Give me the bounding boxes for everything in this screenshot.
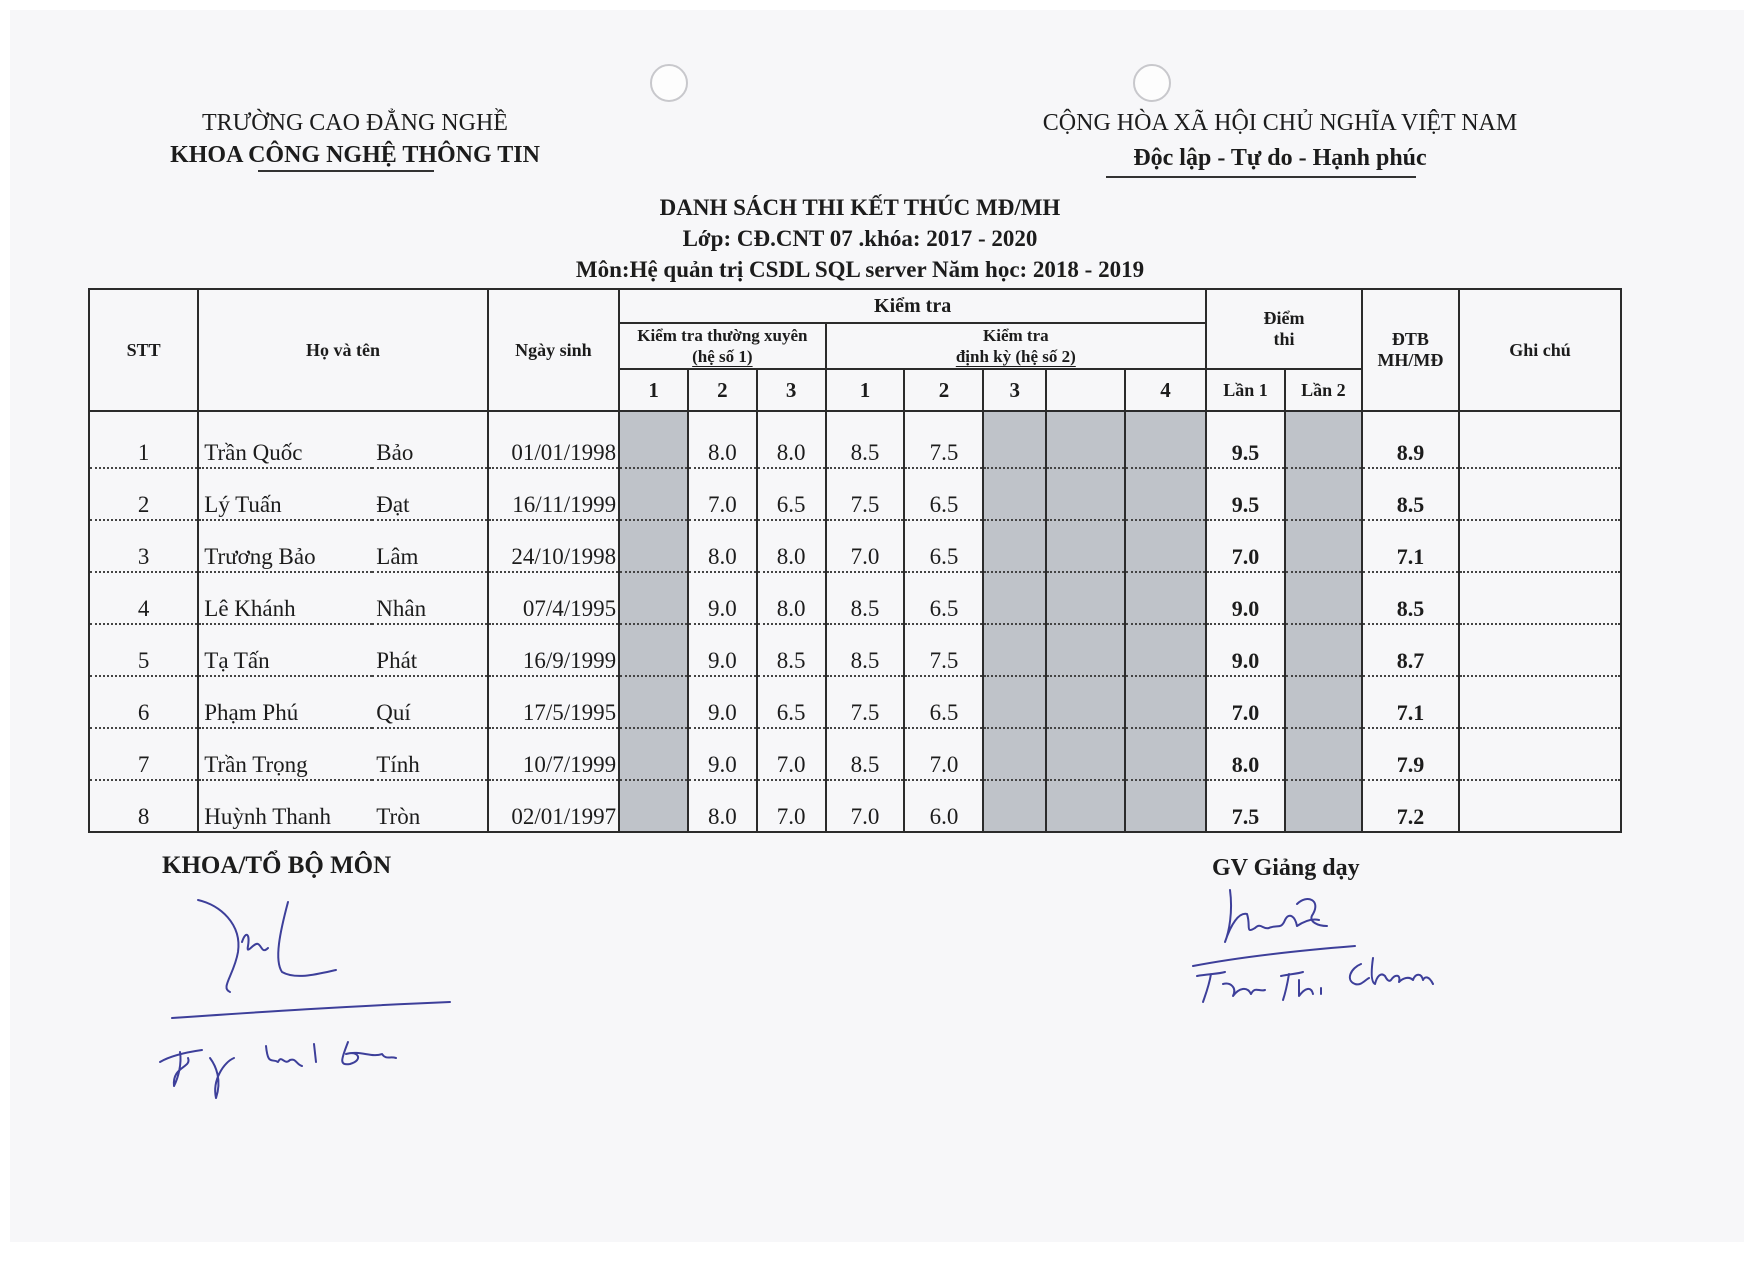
cell-dk4-empty [1125, 728, 1206, 780]
cell-dob: 24/10/1998 [488, 520, 620, 572]
cell-lan2-empty [1285, 676, 1362, 728]
cell-tx3: 6.5 [757, 676, 826, 728]
cell-dtb: 7.1 [1362, 520, 1459, 572]
cell-ghi-chu [1459, 728, 1621, 780]
cell-lan1: 9.5 [1206, 468, 1285, 520]
cell-stt: 3 [89, 520, 198, 572]
footer-right-title: GV Giảng dạy [1212, 855, 1360, 881]
cell-dk-blank-empty [1046, 676, 1125, 728]
cell-tx1-empty [619, 468, 688, 520]
header-ktxx-col-1: 1 [619, 369, 688, 411]
cell-dk4-empty [1125, 676, 1206, 728]
cell-dtb: 7.9 [1362, 728, 1459, 780]
header-ktdk-col-blank [1046, 369, 1125, 411]
header-ktdk-col-2: 2 [904, 369, 983, 411]
cell-dk2: 7.5 [904, 624, 983, 676]
cell-dk1: 8.5 [826, 411, 905, 468]
header-kiem-tra: Kiểm tra [619, 289, 1206, 323]
cell-stt: 5 [89, 624, 198, 676]
cell-last-name: Phạm Phú [198, 676, 372, 728]
cell-dk-blank-empty [1046, 572, 1125, 624]
punch-hole-right [1133, 64, 1171, 102]
cell-dk2: 6.0 [904, 780, 983, 832]
faculty-underline [258, 170, 434, 172]
right-signature [1185, 880, 1455, 1010]
cell-tx3: 8.0 [757, 520, 826, 572]
cell-lan2-empty [1285, 520, 1362, 572]
document-title: DANH SÁCH THI KẾT THÚC MĐ/MH [659, 195, 1061, 220]
cell-dk-blank-empty [1046, 780, 1125, 832]
cell-lan1: 8.0 [1206, 728, 1285, 780]
cell-lan2-empty [1285, 728, 1362, 780]
cell-lan1: 9.5 [1206, 411, 1285, 468]
cell-tx1-empty [619, 780, 688, 832]
cell-lan2-empty [1285, 411, 1362, 468]
cell-tx2: 9.0 [688, 728, 757, 780]
cell-tx2: 8.0 [688, 780, 757, 832]
cell-tx2: 8.0 [688, 520, 757, 572]
cell-dk1: 7.0 [826, 520, 905, 572]
cell-lan2-empty [1285, 572, 1362, 624]
header-dtb: ĐTB MH/MĐ [1362, 289, 1459, 411]
cell-dk-blank-empty [1046, 520, 1125, 572]
cell-dk4-empty [1125, 520, 1206, 572]
cell-tx1-empty [619, 520, 688, 572]
table-row [89, 411, 1621, 468]
cell-dk4-empty [1125, 468, 1206, 520]
table-row [89, 780, 1621, 832]
cell-dk3-empty [983, 728, 1046, 780]
cell-tx1-empty [619, 411, 688, 468]
cell-tx3: 8.0 [757, 572, 826, 624]
cell-first-name: Quí [372, 676, 487, 728]
cell-lan1: 9.0 [1206, 572, 1285, 624]
cell-tx1-empty [619, 624, 688, 676]
cell-dob: 07/4/1995 [488, 572, 620, 624]
header-ktxx: Kiểm tra thường xuyên (hệ số 1) [619, 323, 825, 369]
motto: Độc lập - Tự do - Hạnh phúc [1133, 145, 1427, 171]
subject-info: Môn:Hệ quản trị CSDL SQL server Năm học: 2018 - 2019 [575, 257, 1145, 282]
cell-dk3-empty [983, 468, 1046, 520]
cell-dob: 10/7/1999 [488, 728, 620, 780]
cell-dk2: 6.5 [904, 468, 983, 520]
cell-ghi-chu [1459, 520, 1621, 572]
cell-lan1: 7.5 [1206, 780, 1285, 832]
cell-last-name: Lê Khánh [198, 572, 372, 624]
table-row [89, 624, 1621, 676]
cell-ghi-chu [1459, 572, 1621, 624]
cell-tx1-empty [619, 572, 688, 624]
cell-dtb: 8.9 [1362, 411, 1459, 468]
cell-last-name: Lý Tuấn [198, 468, 372, 520]
cell-last-name: Huỳnh Thanh [198, 780, 372, 832]
cell-dk1: 8.5 [826, 728, 905, 780]
header-name: Họ và tên [198, 289, 487, 411]
table-row [89, 572, 1621, 624]
table-row [89, 468, 1621, 520]
cell-tx2: 9.0 [688, 572, 757, 624]
cell-dk4-empty [1125, 780, 1206, 832]
cell-dk-blank-empty [1046, 728, 1125, 780]
cell-dk3-empty [983, 411, 1046, 468]
cell-dob: 16/9/1999 [488, 624, 620, 676]
cell-tx1-empty [619, 728, 688, 780]
cell-ghi-chu [1459, 411, 1621, 468]
cell-lan1: 9.0 [1206, 624, 1285, 676]
cell-tx3: 7.0 [757, 728, 826, 780]
cell-dk2: 6.5 [904, 676, 983, 728]
cell-dk3-empty [983, 520, 1046, 572]
cell-stt: 7 [89, 728, 198, 780]
cell-dk3-empty [983, 624, 1046, 676]
header-ktdk-col-3: 3 [983, 369, 1046, 411]
cell-stt: 8 [89, 780, 198, 832]
cell-dk3-empty [983, 676, 1046, 728]
cell-ghi-chu [1459, 780, 1621, 832]
header-diem-thi: Điểm thi [1206, 289, 1362, 369]
cell-ghi-chu [1459, 624, 1621, 676]
header-ghi-chu: Ghi chú [1459, 289, 1621, 411]
cell-first-name: Tính [372, 728, 487, 780]
header-ktdk-col-1: 1 [826, 369, 905, 411]
cell-last-name: Trương Bảo [198, 520, 372, 572]
footer-left-title: KHOA/TỔ BỘ MÔN [162, 852, 392, 879]
cell-dtb: 7.1 [1362, 676, 1459, 728]
motto-underline [1106, 176, 1416, 178]
left-signature [150, 890, 470, 1110]
cell-dtb: 8.5 [1362, 572, 1459, 624]
cell-tx3: 8.0 [757, 411, 826, 468]
cell-tx2: 9.0 [688, 676, 757, 728]
table-row [89, 728, 1621, 780]
cell-dob: 02/01/1997 [488, 780, 620, 832]
cell-dk2: 6.5 [904, 572, 983, 624]
cell-dk1: 8.5 [826, 624, 905, 676]
cell-dk-blank-empty [1046, 411, 1125, 468]
faculty-name: KHOA CÔNG NGHỆ THÔNG TIN [170, 142, 540, 168]
cell-dk1: 8.5 [826, 572, 905, 624]
cell-lan2-empty [1285, 468, 1362, 520]
punch-hole-left [650, 64, 688, 102]
cell-dob: 01/01/1998 [488, 411, 620, 468]
header-lan-2: Lần 2 [1285, 369, 1362, 411]
header-ktxx-col-2: 2 [688, 369, 757, 411]
cell-dk2: 7.5 [904, 411, 983, 468]
cell-dk2: 6.5 [904, 520, 983, 572]
header-ktdk: Kiểm tra định kỳ (hệ số 2) [826, 323, 1206, 369]
grades-table [88, 288, 1622, 833]
cell-tx3: 7.0 [757, 780, 826, 832]
cell-dk3-empty [983, 572, 1046, 624]
header-stt: STT [89, 289, 198, 411]
cell-tx2: 8.0 [688, 411, 757, 468]
cell-ghi-chu [1459, 676, 1621, 728]
cell-dk4-empty [1125, 411, 1206, 468]
cell-first-name: Nhân [372, 572, 487, 624]
cell-stt: 4 [89, 572, 198, 624]
header-ktxx-col-3: 3 [757, 369, 826, 411]
cell-dk4-empty [1125, 572, 1206, 624]
cell-first-name: Lâm [372, 520, 487, 572]
class-info: Lớp: CĐ.CNT 07 .khóa: 2017 - 2020 [682, 226, 1038, 251]
cell-dk2: 7.0 [904, 728, 983, 780]
cell-first-name: Tròn [372, 780, 487, 832]
cell-dk1: 7.0 [826, 780, 905, 832]
table-row [89, 676, 1621, 728]
cell-dk1: 7.5 [826, 676, 905, 728]
cell-dob: 16/11/1999 [488, 468, 620, 520]
school-name: TRƯỜNG CAO ĐẲNG NGHỀ [202, 110, 508, 136]
cell-first-name: Bảo [372, 411, 487, 468]
cell-last-name: Trần Quốc [198, 411, 372, 468]
country-name: CỘNG HÒA XÃ HỘI CHỦ NGHĨA VIỆT NAM [1042, 110, 1518, 136]
cell-tx3: 8.5 [757, 624, 826, 676]
cell-tx2: 7.0 [688, 468, 757, 520]
cell-dtb: 8.7 [1362, 624, 1459, 676]
cell-dk3-empty [983, 780, 1046, 832]
cell-first-name: Phát [372, 624, 487, 676]
cell-last-name: Tạ Tấn [198, 624, 372, 676]
cell-lan2-empty [1285, 780, 1362, 832]
cell-stt: 2 [89, 468, 198, 520]
cell-tx3: 6.5 [757, 468, 826, 520]
cell-lan1: 7.0 [1206, 676, 1285, 728]
cell-lan1: 7.0 [1206, 520, 1285, 572]
header-ktdk-col-4: 4 [1125, 369, 1206, 411]
cell-dtb: 8.5 [1362, 468, 1459, 520]
cell-last-name: Trần Trọng [198, 728, 372, 780]
cell-dk4-empty [1125, 624, 1206, 676]
cell-lan2-empty [1285, 624, 1362, 676]
cell-dob: 17/5/1995 [488, 676, 620, 728]
cell-stt: 6 [89, 676, 198, 728]
header-lan-1: Lần 1 [1206, 369, 1285, 411]
cell-ghi-chu [1459, 468, 1621, 520]
cell-first-name: Đạt [372, 468, 487, 520]
header-dob: Ngày sinh [488, 289, 620, 411]
cell-dk-blank-empty [1046, 624, 1125, 676]
cell-stt: 1 [89, 411, 198, 468]
cell-dk-blank-empty [1046, 468, 1125, 520]
cell-dk1: 7.5 [826, 468, 905, 520]
cell-dtb: 7.2 [1362, 780, 1459, 832]
cell-tx2: 9.0 [688, 624, 757, 676]
table-row [89, 520, 1621, 572]
cell-tx1-empty [619, 676, 688, 728]
